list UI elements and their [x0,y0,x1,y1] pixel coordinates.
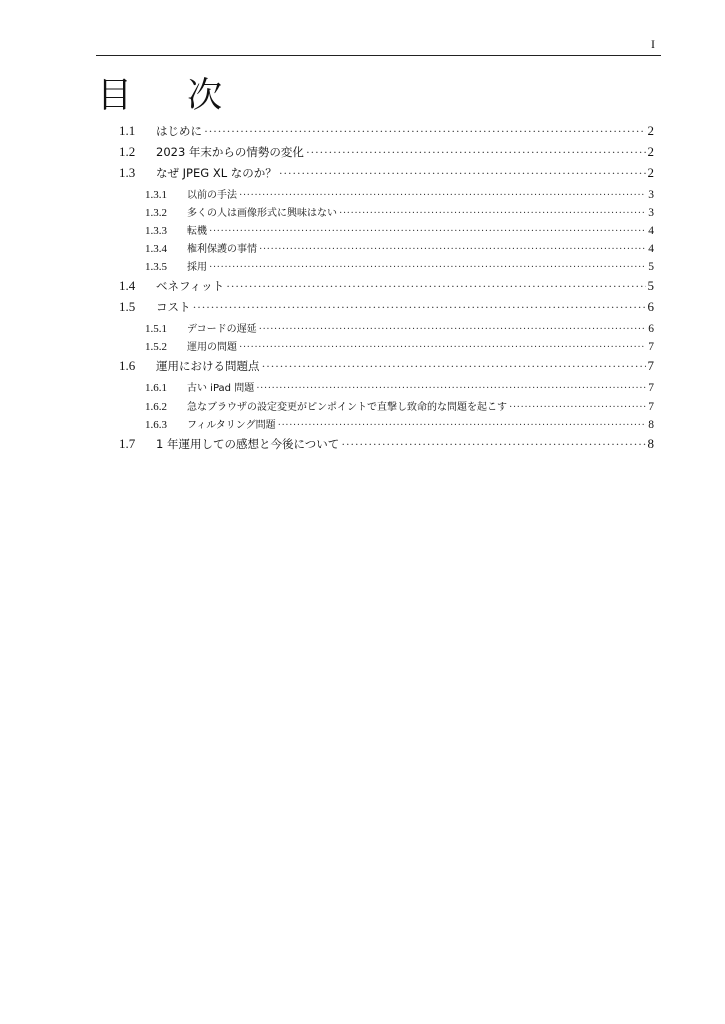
entry-title: コスト [156,300,191,314]
leader-dots [259,244,646,255]
entry-title: 権利保護の事情 [187,244,257,255]
entry-number: 1.3.5 [145,261,167,273]
entry-title: デコードの遅延 [187,324,257,335]
entry-number: 1.7 [119,436,136,451]
entry-title: ベネフィット [156,279,225,293]
leader-dots [339,208,646,219]
toc-entry[interactable] [145,204,654,219]
entry-number: 1.3.4 [145,243,167,255]
entry-number: 1.2 [119,144,136,159]
toc-entry[interactable] [119,358,654,374]
entry-number: 1.4 [119,278,136,293]
entry-title: 多くの人は画像形式に興味はない [187,208,337,219]
entry-title: はじめに [156,124,202,138]
toc-entry[interactable] [119,165,654,181]
entry-page: 2 [647,165,654,180]
leader-dots [209,226,646,237]
toc-entry[interactable] [119,278,654,294]
leader-dots [193,300,646,315]
toc-entry[interactable] [145,379,654,394]
entry-number: 1.6 [119,358,136,373]
entry-title: 2023 年末からの情勢の変化 [156,145,304,159]
entry-page: 8 [648,419,654,431]
entry-page: 4 [648,225,654,237]
entry-page: 6 [648,323,654,335]
toc-title: 目 次 [97,76,245,116]
entry-title: フィルタリング問題 [187,420,276,431]
entry-title: 採用 [187,262,207,273]
toc-entry[interactable] [119,299,654,315]
leader-dots [262,359,646,374]
toc-entry[interactable] [145,320,654,335]
toc-entry[interactable] [145,398,654,413]
leader-dots [306,145,646,160]
entry-page: 3 [648,207,654,219]
entry-page: 7 [648,382,654,394]
entry-page: 2 [647,123,654,138]
entry-number: 1.5 [119,299,136,314]
toc-entry[interactable] [145,186,654,201]
entry-title: 1 年運用しての感想と今後について [156,437,340,451]
leader-dots [341,437,645,452]
leader-dots [259,324,647,335]
entry-title: 運用における問題点 [156,359,260,373]
entry-number: 1.3 [119,165,136,180]
leader-dots [239,190,646,201]
entry-page: 6 [647,299,654,314]
entry-page: 3 [648,189,654,201]
leader-dots [509,402,646,413]
toc-entry[interactable] [145,240,654,255]
leader-dots [239,342,646,353]
entry-title: 運用の問題 [187,342,237,353]
entry-page: 8 [647,436,654,451]
entry-page: 4 [648,243,654,255]
leader-dots [204,124,646,139]
entry-page: 2 [647,144,654,159]
leader-dots [226,279,645,294]
entry-number: 1.3.1 [145,189,167,201]
entry-number: 1.1 [119,123,136,138]
leader-dots [209,262,646,273]
entry-number: 1.3.3 [145,225,167,237]
toc-entry[interactable] [119,123,654,139]
entry-number: 1.3.2 [145,207,167,219]
entry-title: 転機 [187,226,207,237]
entry-title: 古い iPad 問題 [187,383,255,394]
entry-page: 7 [648,401,654,413]
toc-entry[interactable] [145,416,654,431]
entry-title: 以前の手法 [187,190,237,201]
entry-number: 1.6.3 [145,419,167,431]
toc-entry[interactable] [145,222,654,237]
entry-number: 1.6.2 [145,401,167,413]
page-number: I [651,37,655,51]
toc-entry[interactable] [145,258,654,273]
entry-page: 5 [647,278,654,293]
entry-number: 1.5.1 [145,323,167,335]
entry-number: 1.5.2 [145,341,167,353]
toc-entry[interactable] [119,436,654,452]
toc-entry[interactable] [145,338,654,353]
leader-dots [256,383,646,394]
leader-dots [278,420,647,431]
entry-page: 7 [648,341,654,353]
leader-dots [279,166,646,181]
entry-number: 1.6.1 [145,382,167,394]
toc-entry[interactable] [119,144,654,160]
entry-page: 5 [648,261,654,273]
entry-title: 急なブラウザの設定変更がピンポイントで直撃し致命的な問題を起こす [187,402,507,413]
header-rule [96,55,661,56]
entry-title: なぜ JPEG XL なのか？ [156,166,277,180]
entry-page: 7 [647,358,654,373]
